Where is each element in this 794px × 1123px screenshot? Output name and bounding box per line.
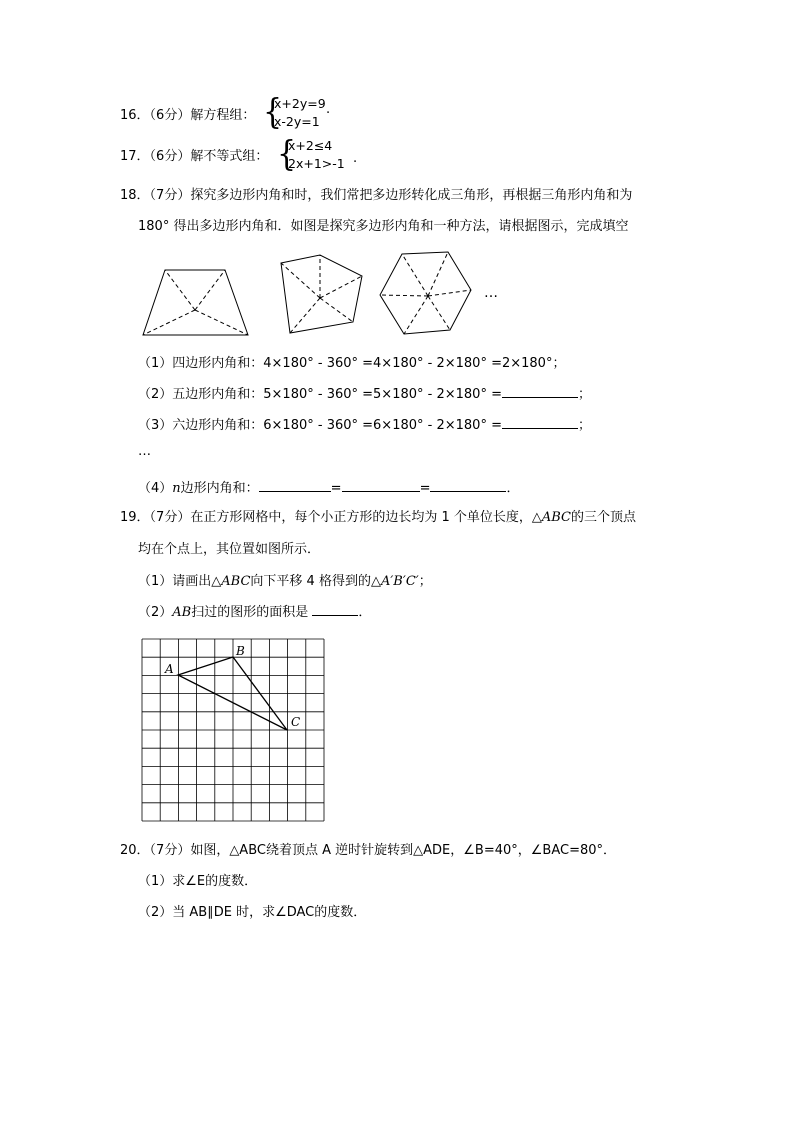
q18-item-4-text: 边形内角和： [180,481,259,496]
q18-item-2-text: （2）五边形内角和：5×180° - 360° =5×180° - 2×180° = [138,387,502,402]
q18-item-4-eq-1: = [330,481,342,496]
q19-line-2: 均在个点上，其位置如图所示． [138,542,321,557]
left-brace-icon: { [263,92,283,133]
q19-item-1-mid: 向下平移 4 格得到的△ [250,574,381,589]
label-c: C [291,715,301,729]
quadrilateral-figure [143,270,248,335]
q17-label: 17．（6分）解不等式组： [120,149,269,164]
q18-line-2: 180° 得出多边形内角和．如图是探究多边形内角和一种方法，请根据图示，完成填空 [138,219,629,234]
q18-item-1: （1）四边形内角和：4×180° - 360° =4×180° - 2×180° =2×180°； [138,356,566,371]
q18-item-3-text: （3）六边形内角和：6×180° - 360° =6×180° - 2×180° = [138,418,502,433]
q18-item-3-end: ； [577,418,591,433]
q18-item-4-blank-2[interactable] [342,479,420,492]
q16-end: . [326,102,331,117]
pentagon-figure [281,255,362,333]
q18-item-4 [138,479,520,498]
q18-item-4-eq-2: = [419,481,431,496]
q19-item-2-prefix: （2） [138,605,173,620]
q19-line-1 [120,509,636,527]
figures-ellipsis: … [484,285,498,301]
q16-label: 16．（6分）解方程组： [120,108,256,123]
q18-item-2 [138,385,591,404]
q18-item-2-end: ； [577,387,591,402]
q19-item-1-end: ； [418,574,432,589]
q20-item-2: （2）当 AB∥DE 时，求∠DAC的度数． [138,905,367,920]
q17-inequality-2: 2x+1>-1 [288,156,345,171]
label-a: A [165,662,174,676]
q19-line-1-text: 19．（7分）在正方形网格中，每个小正方形的边长均为 1 个单位长度，△ [120,510,542,525]
q19-item-1-abc: ABC [221,574,251,589]
q19-item-2 [138,603,371,622]
q19-item-2-blank[interactable] [312,603,358,616]
q18-item-4-blank-1[interactable] [259,479,331,492]
q18-item-4-end: ． [506,481,520,496]
q18-dots: … [138,444,151,459]
q19-line-1-tail: 的三个顶点 [571,510,637,525]
q18-item-4-n: n [172,481,181,496]
q18-item-2-blank[interactable] [502,385,578,398]
q18-line-1: 18．（7分）探究多边形内角和时，我们常把多边形转化成三角形，再根据三角形内角和为 [120,188,633,203]
q17-end: . [353,151,358,166]
q18-item-3-blank[interactable] [502,416,578,429]
q19-item-1 [138,573,432,591]
q18-polygon-figures [0,0,794,350]
q19-grid-figure [141,638,327,822]
hexagon-figure [380,252,471,334]
q17-inequality-1: x+2≤4 [288,138,333,153]
q18-item-4-blank-3[interactable] [430,479,506,492]
label-b: B [236,644,245,658]
q20-item-1: （1）求∠E的度数． [138,874,258,889]
q18-item-4-prefix: （4） [138,481,173,496]
q19-triangle-abc: ABC [541,510,571,525]
q19-item-2-ab: AB [172,605,192,620]
q20-line-1: 20．（7分）如图，△ABC绕着顶点 A 逆时针旋转到△ADE，∠B=40°，∠BAC=80°． [120,843,616,858]
q16-equation-1: x+2y=9 [274,96,326,111]
q18-item-3 [138,416,591,435]
q19-item-2-text: 扫过的图形的面积是 [191,605,309,620]
q19-item-2-end: ． [358,605,372,620]
q19-item-1-prime: A′B′C′ [380,574,419,589]
q16-equation-2: x-2y=1 [274,114,320,129]
left-brace-icon: { [277,134,297,175]
q19-item-1-text: （1）请画出△ [138,574,222,589]
